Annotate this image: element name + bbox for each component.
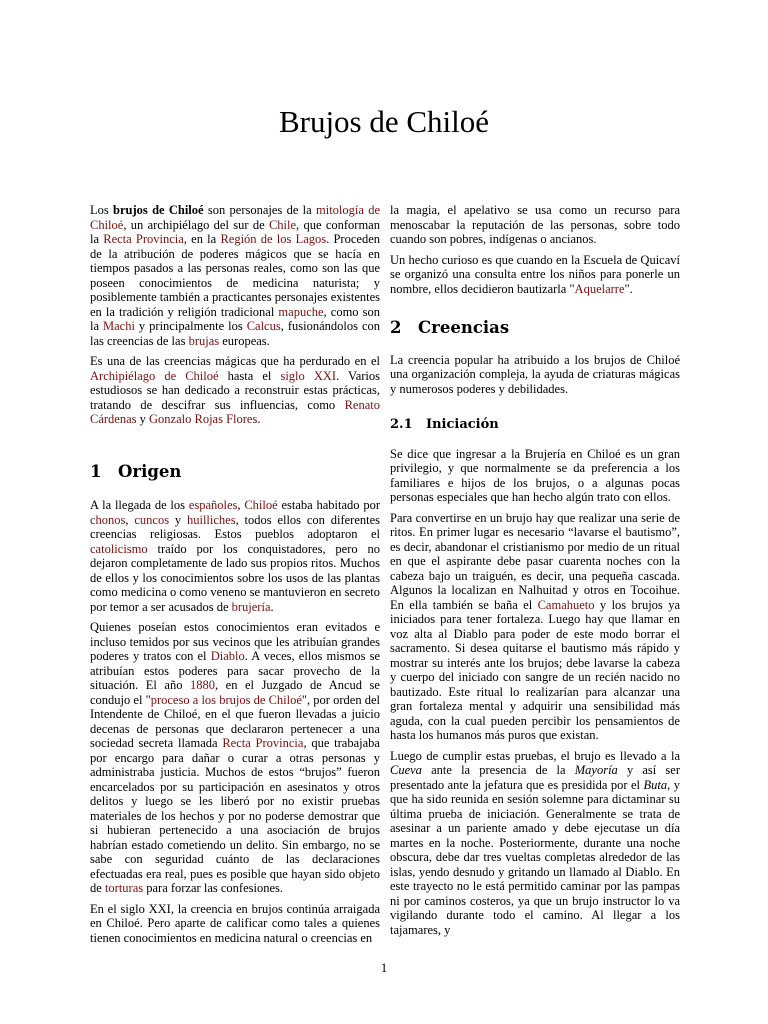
link-renato-cardenas[interactable]: Renato Cárdenas — [90, 397, 380, 426]
link-mapuche[interactable]: mapuche — [278, 304, 324, 319]
intro-paragraph-1: Los brujos de Chiloé son personajes de la mitología de Chiloé, un archipiélago del sur de Chile, que conforman la Recta Provincia, en la Región de los Lagos. Proceden de la atribución de poderes mágicos que se hacía en tiempos pasados a las personas reales, como son las que poseen conocimientos de medicina naturista; y posiblemente también a practicantes personajes existentes en la tradición y religión tradicional mapuche, como son la Machi y principalmente los Calcus, fusionándolos con las creencias de las brujas europeas. — [90, 203, 381, 348]
page-title: Brujos de Chiloé — [278, 104, 490, 139]
origen-paragraph-4: Un hecho curioso es que cuando en la Escuela de Quicaví se organizó una consulta entre los niños para ponerle un nombre, ellos decidieron bautizarla "Aquelarre". — [390, 252, 680, 296]
link-mitologia-de-chiloe[interactable]: mitología de Chiloé — [90, 203, 381, 232]
link-brujeria[interactable]: brujería — [231, 599, 271, 614]
link-huilliches[interactable]: huilliches — [186, 512, 236, 527]
creencias-paragraph-1: La creencia popular ha atribuido a los brujos de Chiloé una organización compleja, la ayuda de criaturas mágicas y numerosos poderes y debilidades. — [390, 352, 680, 396]
link-diablo[interactable]: Diablo — [210, 649, 245, 663]
left-column — [90, 203, 380, 951]
iniciacion-paragraph-1: Se dice que ingresar a la Brujería en Chiloé es un gran privilegio, y que normalmente se da preferencia a los familiares e hijos de los brujos, o a algunas pocas personas especiales que han hecho algún trato con ellos. — [390, 446, 680, 504]
iniciacion-paragraph-2: Para convertirse en un brujo hay que realizar una serie de ritos. En primer lugar es necesario “lavarse el bautismo”, es decir, abandonar el cristianismo por medio de un ritual en que el aspirante debe pasar cuarenta noches con la cabeza bajo un traiguén, es decir, una pequeña cascada. Algunos la localizan en Nalhuitad y otros en Tocoihue. En ella también se baña el Camahueto y los brujos ya iniciados para tener fortaleza. Luego hay que llamar en voz alta al Diablo para poder de este modo borrar el sacramento. Si desea quitarse el bautismo más rápido y mostrar su interés ante los brujos; debe lavarse la cabeza y cuerpo del iniciado con sangre de un recién nacido no bautizado. Este ritual lo realizarían para alcanzar una gran fortaleza mental y adquirir una sensibilidad más aguda, con la cual pueden percibir los pensamientos de hasta los humanos más puros que existan. — [390, 510, 680, 742]
intro-paragraph-2: Es una de las creencias mágicas que ha perdurado en el Archipiélago de Chiloé hasta el siglo XXI. Varios estudiosos se han dedicado a reconstruir estas prácticas, tratando de descifrar sus influencias, como Renato Cárdenas y Gonzalo Rojas Flores. — [90, 354, 380, 426]
section-heading-origen: 1 Origen — [90, 461, 182, 481]
link-aquelarre[interactable]: Aquelarre — [574, 281, 625, 296]
link-recta-provincia-2[interactable]: Recta Provincia — [222, 736, 304, 750]
section-heading-creencias: 2 Creencias — [390, 318, 510, 337]
link-archipielago-de-chiloe[interactable]: Archipiélago de Chiloé — [90, 368, 219, 383]
link-camahueto[interactable]: Camahueto — [537, 597, 595, 612]
link-recta-provincia[interactable]: Recta Provincia — [103, 232, 184, 246]
link-chonos[interactable]: chonos — [90, 512, 126, 527]
origen-paragraph-3: En el siglo XXI, la creencia en brujos continúa arraigada en Chiloé. Pero aparte de calificar como tales a quienes tienen conocimientos en medicina natural o creencias en — [90, 901, 380, 945]
origen-paragraph-1: A la llegada de los españoles, Chiloé estaba habitado por chonos, cuncos y huilliches, todos ellos con diferentes creencias religiosas. Estos pueblos adoptaron el catolicismo traído por los conquistadores, pero no dejaron completamente de lado sus propios ritos. Muchos de ellos y los conocimientos sobre los usos de las plantas como medicina o como veneno se mantuvieron en secreto por temor a ser acusados de brujería. — [90, 498, 381, 614]
link-machi[interactable]: Machi — [103, 319, 135, 333]
page-number: 1 — [380, 961, 388, 975]
origen-paragraph-3-continued: la magia, el apelativo se usa como un recurso para menoscabar la reputación de las personas, sobre todo cuando son pobres, indígenas o ancianos. — [390, 203, 680, 246]
link-chiloe[interactable]: Chiloé — [244, 498, 278, 512]
iniciacion-paragraph-3: Luego de cumplir estas pruebas, el brujo es llevado a la Cueva ante la presencia de la Mayoría y así ser presentado ante la jefatura que es presidida por el Buta, y que ha sido reunida en sesión solemne para dictaminar su última prueba de iniciación. Generalmente se trata de asesinar a un pariente amado y debe ejecutase un día martes en la noche. Posteriormente, durante una noche obscura, debe dar tres vueltas completas alrededor de las islas, yendo desnudo y gritando un llamado al Diablo. En este trayecto no le está permitido caminar por las pampas ni por caminos costeros, ya que un brujo instructor lo va vigilando durante todo el camino. Al llegar a los tajamares, y — [390, 748, 680, 937]
link-torturas[interactable]: torturas — [104, 881, 144, 895]
section-heading-iniciacion: 2.1 Iniciación — [390, 417, 499, 432]
right-column — [390, 203, 680, 943]
link-espanoles[interactable]: españoles — [188, 498, 238, 512]
origen-paragraph-2: Quienes poseían estos conocimientos eran evitados e incluso temidos por sus vecinos que les atribuían grandes poderes y tratos con el Diablo. A veces, ellos mismos se atribuían estos poderes para sacar provecho de la situación. El año 1880, en el Juzgado de Ancud se condujo el "proceso a los brujos de Chiloé", por orden del Intendente de Chiloé, en el que fueron llevadas a juicio decenas de personas que declararon pertenecer a una sociedad secreta llamada Recta Provincia, que trabajaba por encargo para dañar o curar a otras personas y administraba justicia. Muchos de estos “brujos” fueron encarcelados por su participación en asesinatos y otros delitos y luego se les liberó por no existir pruebas materiales de los hechos y por no poderse demostrar que si hubieran pertenecido a una asociación de brujos habrían estado cometiendo un delito. Sin embargo, no se sabe con seguridad cuánto de las declaraciones efectuadas era real, pues es posible que hayan sido objeto de torturas para forzar las confesiones. — [90, 620, 381, 895]
link-cuncos[interactable]: cuncos — [134, 512, 170, 527]
link-region-de-los-lagos[interactable]: Región de los Lagos — [220, 232, 327, 246]
link-catolicismo[interactable]: catolicismo — [90, 541, 148, 556]
link-1880[interactable]: 1880 — [190, 678, 216, 692]
link-siglo-xxi[interactable]: siglo XXI — [280, 368, 337, 383]
link-gonzalo-rojas-flores[interactable]: Gonzalo Rojas Flores — [149, 412, 258, 426]
link-proceso-a-los-brujos[interactable]: proceso a los brujos de Chiloé — [150, 692, 302, 707]
link-chile[interactable]: Chile — [268, 217, 297, 232]
link-brujas[interactable]: brujas — [188, 333, 220, 348]
link-calcus[interactable]: Calcus — [246, 319, 281, 333]
